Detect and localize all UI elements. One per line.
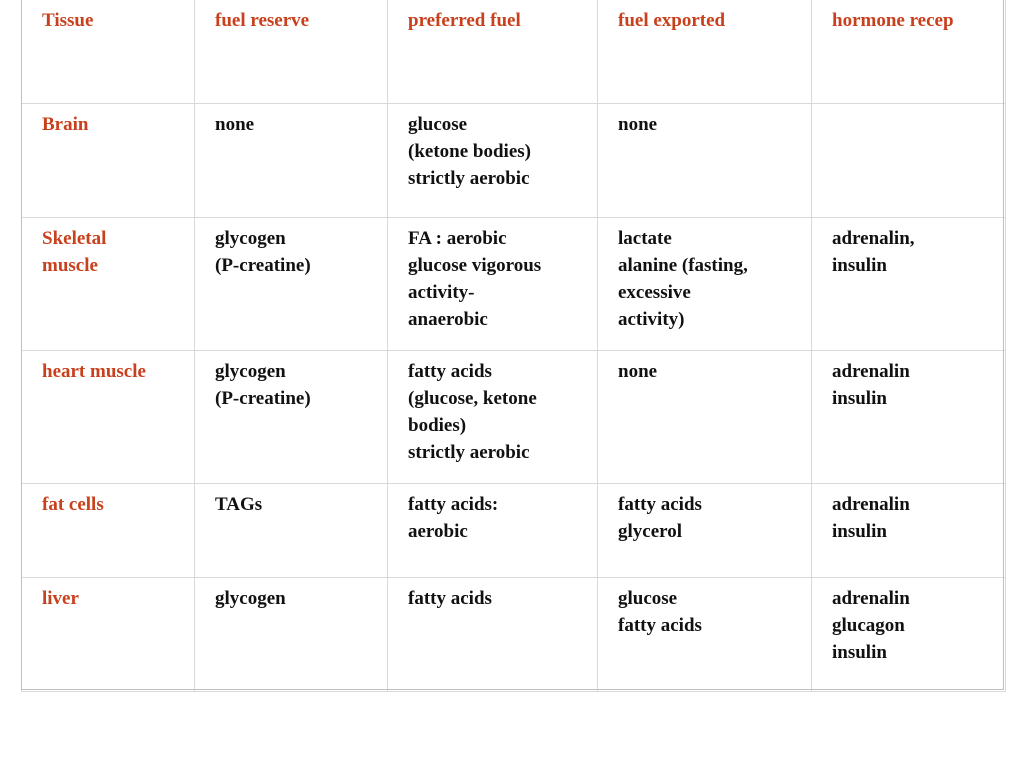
cell-line: none: [618, 360, 658, 382]
cell-line: glycogen: [215, 360, 286, 382]
cell-line: none: [215, 113, 255, 135]
cell-line: fatty acids: [618, 614, 702, 636]
cell-fuel-exported: [598, 103, 812, 217]
table-row-heart-muscle: [22, 350, 1006, 483]
cell-line: insulin: [832, 254, 887, 276]
cell-line: insulin: [832, 520, 887, 542]
cell-hormone-recep: [812, 217, 1006, 350]
cell-line: none: [618, 113, 658, 135]
header-cell-fuel-exported: fuel exported: [598, 0, 812, 103]
cell-preferred-fuel: [388, 103, 598, 217]
table-row-brain: [22, 103, 1006, 217]
cell-line: lactate: [618, 227, 672, 249]
table-row-fat-cells: [22, 483, 1006, 577]
cell-line: glucagon: [832, 614, 905, 636]
cell-line: glycogen: [215, 227, 286, 249]
cell-line: muscle: [42, 254, 98, 276]
cell-line: aerobic: [408, 520, 468, 542]
cell-line: glycerol: [618, 520, 683, 542]
cell-line: Skeletal: [42, 227, 107, 249]
cell-preferred-fuel: [388, 577, 598, 691]
cell-line: adrenalin: [832, 493, 910, 515]
cell-hormone-recep: [812, 350, 1006, 483]
cell-line: fat cells: [42, 493, 104, 515]
cell-hormone-recep: [812, 103, 1006, 217]
cell-line: activity): [618, 308, 685, 330]
cell-preferred-fuel: [388, 350, 598, 483]
table-row-liver: [22, 577, 1006, 691]
cell-line: glycogen: [215, 587, 286, 609]
cell-tissue: [22, 217, 195, 350]
cell-fuel-exported: [598, 577, 812, 691]
cell-line: FA : aerobic: [408, 227, 507, 249]
cell-fuel-reserve: [195, 577, 388, 691]
cell-line: adrenalin: [832, 360, 910, 382]
cell-line: glucose vigorous: [408, 254, 542, 276]
cell-fuel-exported: [598, 217, 812, 350]
cell-line: fatty acids: [408, 587, 492, 609]
cell-line: liver: [42, 587, 79, 609]
cell-tissue: [22, 350, 195, 483]
cell-preferred-fuel: [388, 217, 598, 350]
cell-line: anaerobic: [408, 308, 488, 330]
cell-line: insulin: [832, 387, 887, 409]
cell-fuel-exported: [598, 483, 812, 577]
cell-line: fatty acids:: [408, 493, 499, 515]
cell-hormone-recep: [812, 483, 1006, 577]
cell-fuel-exported: [598, 350, 812, 483]
cell-line: fatty acids: [618, 493, 702, 515]
cell-line: activity-: [408, 281, 475, 303]
cell-line: (P-creatine): [215, 387, 311, 409]
cell-line: insulin: [832, 641, 887, 663]
header-cell-tissue: Tissue: [22, 0, 195, 103]
cell-fuel-reserve: [195, 217, 388, 350]
cell-fuel-reserve: [195, 103, 388, 217]
cell-line: fatty acids: [408, 360, 492, 382]
cell-line: TAGs: [215, 493, 263, 515]
cell-line: excessive: [618, 281, 691, 303]
cell-line: alanine (fasting,: [618, 254, 748, 276]
cell-line: Brain: [42, 113, 89, 135]
header-cell-preferred-fuel: preferred fuel: [388, 0, 598, 103]
cell-tissue: [22, 483, 195, 577]
cell-line: strictly aerobic: [408, 441, 530, 463]
cell-line: glucose: [408, 113, 468, 135]
cell-tissue: [22, 103, 195, 217]
cell-line: glucose: [618, 587, 678, 609]
cell-line: adrenalin: [832, 587, 910, 609]
cell-hormone-recep: [812, 577, 1006, 691]
cell-line: bodies): [408, 414, 467, 436]
table-row-skeletal-muscle: [22, 217, 1006, 350]
tissue-fuel-table: [21, 0, 1006, 692]
cell-preferred-fuel: [388, 483, 598, 577]
cell-fuel-reserve: [195, 350, 388, 483]
cell-tissue: [22, 577, 195, 691]
header-row: [22, 0, 1006, 103]
cell-line: adrenalin,: [832, 227, 915, 249]
cell-line: (glucose, ketone: [408, 387, 537, 409]
cell-line: (P-creatine): [215, 254, 311, 276]
header-cell-hormone-recep: hormone recep: [812, 0, 1006, 103]
cell-line: strictly aerobic: [408, 167, 530, 189]
cell-line: (ketone bodies): [408, 140, 531, 162]
cell-line: heart muscle: [42, 360, 146, 382]
header-cell-fuel-reserve: fuel reserve: [195, 0, 388, 103]
cell-fuel-reserve: [195, 483, 388, 577]
